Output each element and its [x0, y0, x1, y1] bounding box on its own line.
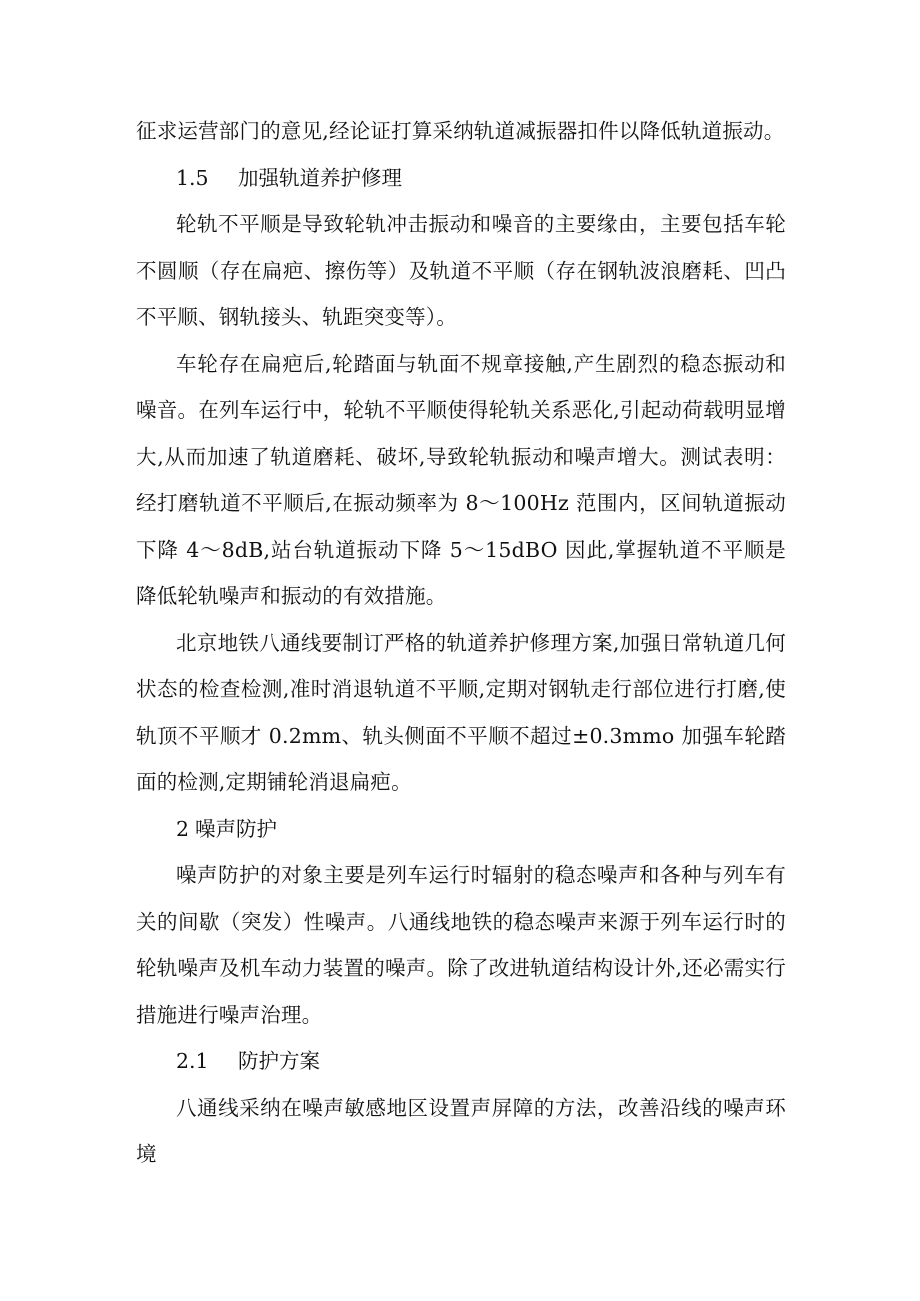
section-number: 2.1: [176, 1049, 209, 1073]
section-number: 2: [176, 816, 190, 841]
document-body: [136, 108, 786, 1178]
paragraph-wheel-flat: 车轮存在扁疤后,轮踏面与轨面不规章接触,产生剧烈的稳态振动和噪音。在列车运行中，轮轨不平顺使得轮轨关系恶化,引起动荷载明显增大,从而加速了轨道磨耗、破坏,导致轮轨振动和噪声增大。测试表明：经打磨轨道不平顺后,在振动频率为 8～100Hz 范围内，区间轨道振动下降 4～8dB,站台轨道振动下降 5～15dBO 因此,掌握轨道不平顺是降低轮轨噪声和振动的有效措施。: [136, 351, 786, 608]
paragraph-noise-protection: 噪声防护的对象主要是列车运行时辐射的稳态噪声和各种与列车有关的间歇（突发）性噪声。八通线地铁的稳态噪声来源于列车运行时的轮轨噪声及机车动力装置的噪声。除了改进轨道结构设计外,还必需实行措施进行噪声治理。: [136, 863, 786, 1027]
paragraph-maintenance-plan: 北京地铁八通线要制订严格的轨道养护修理方案,加强日常轨道几何状态的检查检测,准时消退轨道不平顺,定期对钢轨走行部位进行打磨,使轨顶不平顺才 0.2mm、轨头侧面不平顺不超过±0.3mmo 加强车轮踏面的检测,定期铺轮消退扁疤。: [136, 630, 786, 794]
section-heading-2: [136, 806, 786, 853]
section-heading-2-1: [136, 1038, 786, 1085]
paragraph-sound-barrier: 八通线采纳在噪声敏感地区设置声屏障的方法，改善沿线的噪声环境: [136, 1095, 786, 1166]
section-title: 防护方案: [238, 1049, 320, 1073]
section-title: 加强轨道养护修理: [238, 165, 402, 190]
paragraph-continuation: 征求运营部门的意见,经论证打算采纳轨道减振器扣件以降低轨道振动。: [136, 119, 785, 143]
section-title: 噪声防护: [195, 816, 278, 841]
section-number: 1.5: [176, 165, 209, 190]
paragraph-track-irregularity: 轮轨不平顺是导致轮轨冲击振动和噪音的主要缘由，主要包括车轮不圆顺（存在扁疤、擦伤等）及轨道不平顺（存在钢轨波浪磨耗、凹凸不平顺、钢轨接头、轨距突变等）。: [136, 212, 786, 329]
section-heading-1-5: [136, 155, 786, 202]
